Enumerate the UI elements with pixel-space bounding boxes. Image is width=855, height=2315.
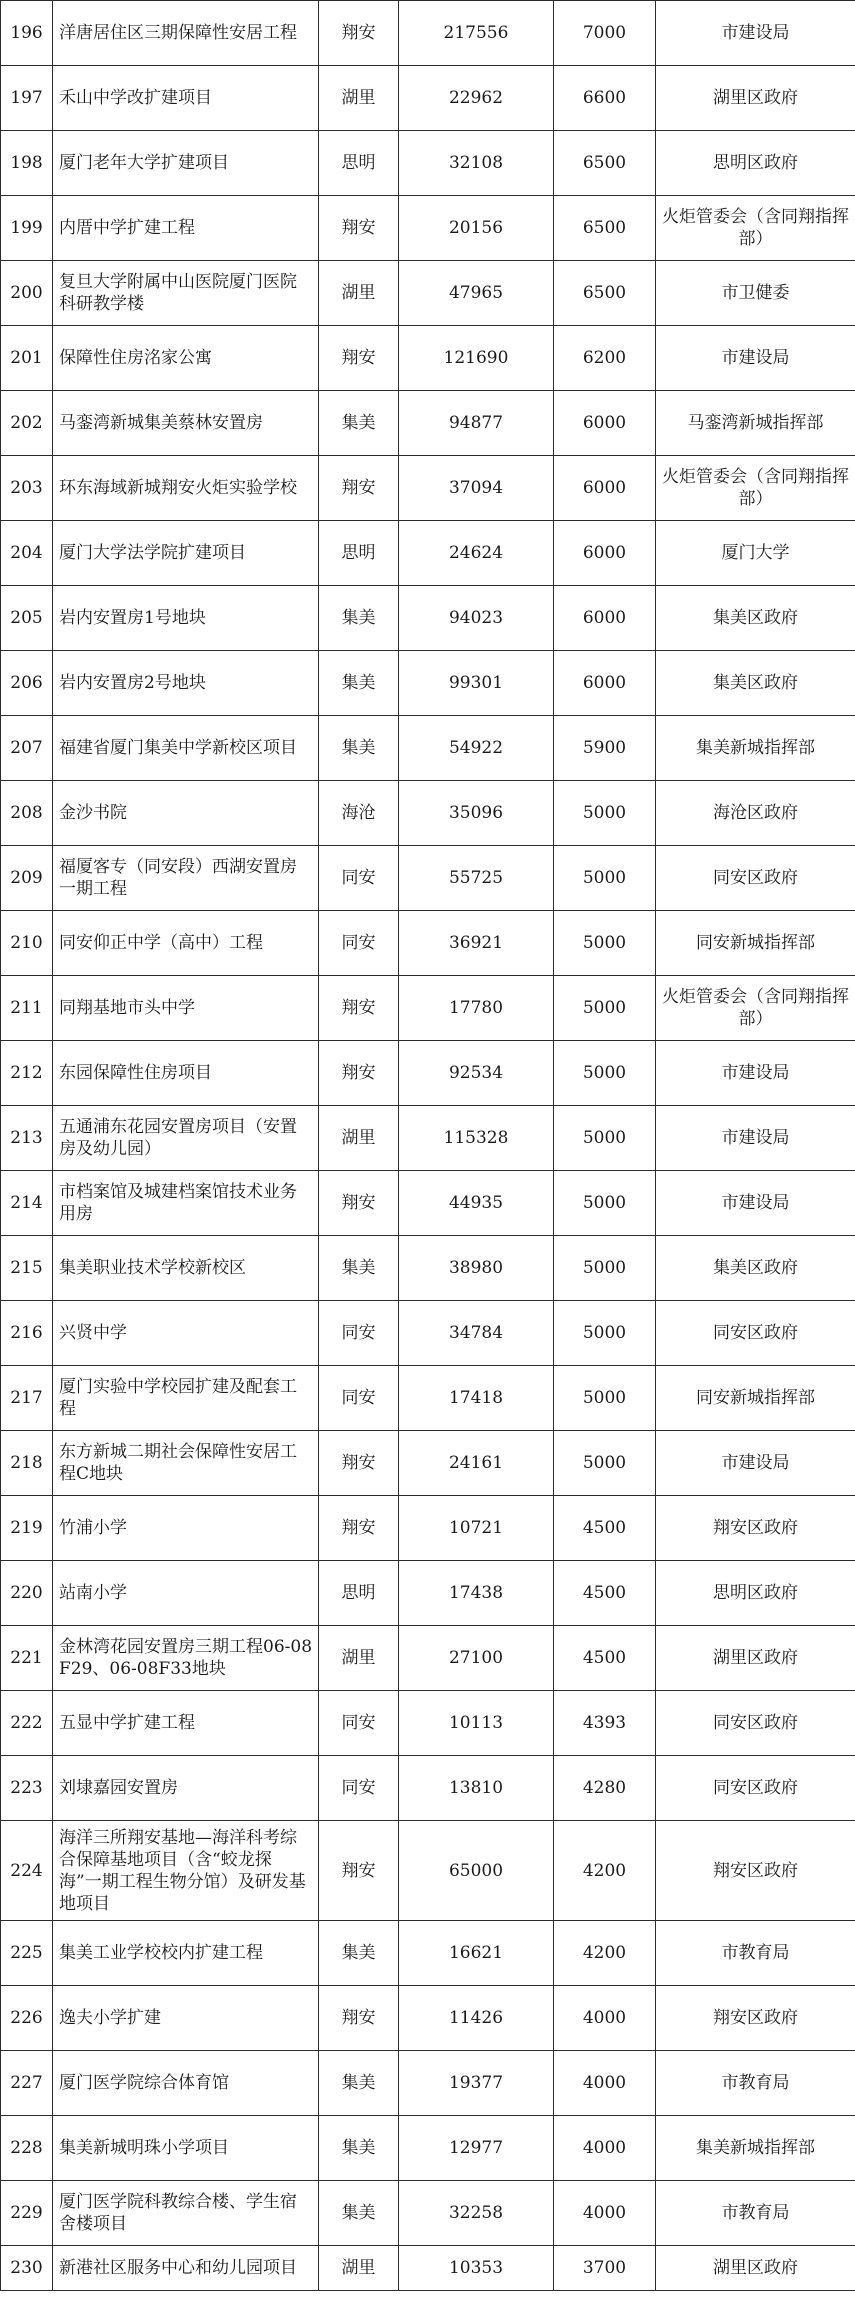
project-name-cell: 集美工业学校校内扩建工程 bbox=[53, 1921, 319, 1986]
building-area-cell: 38980 bbox=[399, 1236, 554, 1301]
district-cell: 思明 bbox=[319, 131, 399, 196]
table-row bbox=[1, 2116, 855, 2181]
project-name-cell: 厦门医学院综合体育馆 bbox=[53, 2051, 319, 2116]
annual-investment-cell: 4000 bbox=[554, 2116, 656, 2181]
district-cell: 湖里 bbox=[319, 1106, 399, 1171]
district-cell: 同安 bbox=[319, 1691, 399, 1756]
building-area-cell: 32108 bbox=[399, 131, 554, 196]
responsible-unit-cell: 翔安区政府 bbox=[656, 1821, 855, 1921]
building-area-cell: 217556 bbox=[399, 1, 554, 66]
table-row bbox=[1, 1171, 855, 1236]
district-cell: 思明 bbox=[319, 521, 399, 586]
row-number-cell: 223 bbox=[1, 1756, 53, 1821]
project-name-cell: 禾山中学改扩建项目 bbox=[53, 66, 319, 131]
annual-investment-cell: 5000 bbox=[554, 1301, 656, 1366]
project-name-cell: 竹浦小学 bbox=[53, 1496, 319, 1561]
row-number-cell: 215 bbox=[1, 1236, 53, 1301]
responsible-unit-cell: 湖里区政府 bbox=[656, 66, 855, 131]
annual-investment-cell: 6500 bbox=[554, 196, 656, 261]
district-cell: 同安 bbox=[319, 846, 399, 911]
table-row bbox=[1, 976, 855, 1041]
building-area-cell: 32258 bbox=[399, 2181, 554, 2246]
row-number-cell: 224 bbox=[1, 1821, 53, 1921]
project-name-cell: 刘埭嘉园安置房 bbox=[53, 1756, 319, 1821]
district-cell: 翔安 bbox=[319, 976, 399, 1041]
responsible-unit-cell: 市建设局 bbox=[656, 1431, 855, 1496]
annual-investment-cell: 4393 bbox=[554, 1691, 656, 1756]
annual-investment-cell: 5000 bbox=[554, 846, 656, 911]
annual-investment-cell: 4000 bbox=[554, 2051, 656, 2116]
annual-investment-cell: 5900 bbox=[554, 716, 656, 781]
table-row bbox=[1, 1106, 855, 1171]
district-cell: 翔安 bbox=[319, 456, 399, 521]
district-cell: 湖里 bbox=[319, 2246, 399, 2291]
responsible-unit-cell: 市教育局 bbox=[656, 1921, 855, 1986]
row-number-cell: 210 bbox=[1, 911, 53, 976]
annual-investment-cell: 4500 bbox=[554, 1561, 656, 1626]
row-number-cell: 216 bbox=[1, 1301, 53, 1366]
responsible-unit-cell: 思明区政府 bbox=[656, 131, 855, 196]
annual-investment-cell: 5000 bbox=[554, 976, 656, 1041]
project-name-cell: 岩内安置房1号地块 bbox=[53, 586, 319, 651]
row-number-cell: 206 bbox=[1, 651, 53, 716]
table-row bbox=[1, 521, 855, 586]
building-area-cell: 55725 bbox=[399, 846, 554, 911]
building-area-cell: 115328 bbox=[399, 1106, 554, 1171]
project-name-cell: 东园保障性住房项目 bbox=[53, 1041, 319, 1106]
table-row bbox=[1, 1821, 855, 1921]
responsible-unit-cell: 火炬管委会（含同翔指挥部） bbox=[656, 456, 855, 521]
project-name-cell: 金林湾花园安置房三期工程06-08F29、06-08F33地块 bbox=[53, 1626, 319, 1691]
building-area-cell: 20156 bbox=[399, 196, 554, 261]
annual-investment-cell: 5000 bbox=[554, 1366, 656, 1431]
annual-investment-cell: 4200 bbox=[554, 1821, 656, 1921]
project-name-cell: 福建省厦门集美中学新校区项目 bbox=[53, 716, 319, 781]
district-cell: 集美 bbox=[319, 716, 399, 781]
table-row bbox=[1, 846, 855, 911]
project-name-cell: 福厦客专（同安段）西湖安置房一期工程 bbox=[53, 846, 319, 911]
district-cell: 翔安 bbox=[319, 1821, 399, 1921]
table-row bbox=[1, 456, 855, 521]
table-body bbox=[1, 1, 855, 2291]
responsible-unit-cell: 市建设局 bbox=[656, 1106, 855, 1171]
project-name-cell: 新港社区服务中心和幼儿园项目 bbox=[53, 2246, 319, 2291]
building-area-cell: 24624 bbox=[399, 521, 554, 586]
building-area-cell: 36921 bbox=[399, 911, 554, 976]
district-cell: 集美 bbox=[319, 2181, 399, 2246]
table-row bbox=[1, 1921, 855, 1986]
annual-investment-cell: 6000 bbox=[554, 391, 656, 456]
responsible-unit-cell: 翔安区政府 bbox=[656, 1986, 855, 2051]
row-number-cell: 230 bbox=[1, 2246, 53, 2291]
responsible-unit-cell: 同安新城指挥部 bbox=[656, 911, 855, 976]
building-area-cell: 17780 bbox=[399, 976, 554, 1041]
row-number-cell: 200 bbox=[1, 261, 53, 326]
project-name-cell: 环东海域新城翔安火炬实验学校 bbox=[53, 456, 319, 521]
building-area-cell: 10353 bbox=[399, 2246, 554, 2291]
responsible-unit-cell: 厦门大学 bbox=[656, 521, 855, 586]
row-number-cell: 226 bbox=[1, 1986, 53, 2051]
table-row bbox=[1, 586, 855, 651]
table-row bbox=[1, 716, 855, 781]
annual-investment-cell: 4200 bbox=[554, 1921, 656, 1986]
district-cell: 翔安 bbox=[319, 196, 399, 261]
project-name-cell: 保障性住房洺家公寓 bbox=[53, 326, 319, 391]
district-cell: 翔安 bbox=[319, 1, 399, 66]
annual-investment-cell: 6500 bbox=[554, 131, 656, 196]
building-area-cell: 10113 bbox=[399, 1691, 554, 1756]
building-area-cell: 34784 bbox=[399, 1301, 554, 1366]
table-row bbox=[1, 2181, 855, 2246]
project-name-cell: 兴贤中学 bbox=[53, 1301, 319, 1366]
project-name-cell: 厦门实验中学校园扩建及配套工程 bbox=[53, 1366, 319, 1431]
table-row bbox=[1, 1041, 855, 1106]
table-row bbox=[1, 1626, 855, 1691]
project-name-cell: 厦门医学院科教综合楼、学生宿舍楼项目 bbox=[53, 2181, 319, 2246]
building-area-cell: 11426 bbox=[399, 1986, 554, 2051]
responsible-unit-cell: 翔安区政府 bbox=[656, 1496, 855, 1561]
responsible-unit-cell: 市教育局 bbox=[656, 2051, 855, 2116]
row-number-cell: 228 bbox=[1, 2116, 53, 2181]
table-row bbox=[1, 1301, 855, 1366]
row-number-cell: 217 bbox=[1, 1366, 53, 1431]
annual-investment-cell: 5000 bbox=[554, 1431, 656, 1496]
row-number-cell: 208 bbox=[1, 781, 53, 846]
table-row bbox=[1, 2051, 855, 2116]
responsible-unit-cell: 海沧区政府 bbox=[656, 781, 855, 846]
responsible-unit-cell: 火炬管委会（含同翔指挥部） bbox=[656, 976, 855, 1041]
annual-investment-cell: 3700 bbox=[554, 2246, 656, 2291]
district-cell: 翔安 bbox=[319, 326, 399, 391]
table-row bbox=[1, 781, 855, 846]
row-number-cell: 196 bbox=[1, 1, 53, 66]
project-name-cell: 站南小学 bbox=[53, 1561, 319, 1626]
district-cell: 海沧 bbox=[319, 781, 399, 846]
building-area-cell: 17438 bbox=[399, 1561, 554, 1626]
row-number-cell: 202 bbox=[1, 391, 53, 456]
project-name-cell: 集美职业技术学校新校区 bbox=[53, 1236, 319, 1301]
district-cell: 同安 bbox=[319, 1756, 399, 1821]
project-name-cell: 复旦大学附属中山医院厦门医院科研教学楼 bbox=[53, 261, 319, 326]
table-row bbox=[1, 196, 855, 261]
building-area-cell: 92534 bbox=[399, 1041, 554, 1106]
responsible-unit-cell: 市建设局 bbox=[656, 1171, 855, 1236]
responsible-unit-cell: 同安区政府 bbox=[656, 1301, 855, 1366]
project-name-cell: 内厝中学扩建工程 bbox=[53, 196, 319, 261]
table-row bbox=[1, 1691, 855, 1756]
annual-investment-cell: 5000 bbox=[554, 1041, 656, 1106]
annual-investment-cell: 6000 bbox=[554, 456, 656, 521]
project-name-cell: 马銮湾新城集美蔡林安置房 bbox=[53, 391, 319, 456]
district-cell: 湖里 bbox=[319, 261, 399, 326]
row-number-cell: 227 bbox=[1, 2051, 53, 2116]
annual-investment-cell: 5000 bbox=[554, 911, 656, 976]
building-area-cell: 27100 bbox=[399, 1626, 554, 1691]
table-row bbox=[1, 1236, 855, 1301]
building-area-cell: 16621 bbox=[399, 1921, 554, 1986]
project-name-cell: 市档案馆及城建档案馆技术业务用房 bbox=[53, 1171, 319, 1236]
project-name-cell: 洋唐居住区三期保障性安居工程 bbox=[53, 1, 319, 66]
district-cell: 翔安 bbox=[319, 1431, 399, 1496]
district-cell: 集美 bbox=[319, 1236, 399, 1301]
row-number-cell: 198 bbox=[1, 131, 53, 196]
row-number-cell: 213 bbox=[1, 1106, 53, 1171]
annual-investment-cell: 6200 bbox=[554, 326, 656, 391]
annual-investment-cell: 4500 bbox=[554, 1496, 656, 1561]
table-row bbox=[1, 326, 855, 391]
building-area-cell: 17418 bbox=[399, 1366, 554, 1431]
annual-investment-cell: 4000 bbox=[554, 2181, 656, 2246]
responsible-unit-cell: 集美区政府 bbox=[656, 586, 855, 651]
district-cell: 集美 bbox=[319, 2051, 399, 2116]
annual-investment-cell: 4280 bbox=[554, 1756, 656, 1821]
row-number-cell: 221 bbox=[1, 1626, 53, 1691]
row-number-cell: 207 bbox=[1, 716, 53, 781]
responsible-unit-cell: 同安新城指挥部 bbox=[656, 1366, 855, 1431]
project-name-cell: 五通浦东花园安置房项目（安置房及幼儿园） bbox=[53, 1106, 319, 1171]
responsible-unit-cell: 湖里区政府 bbox=[656, 1626, 855, 1691]
building-area-cell: 47965 bbox=[399, 261, 554, 326]
project-name-cell: 同安仰正中学（高中）工程 bbox=[53, 911, 319, 976]
district-cell: 同安 bbox=[319, 1301, 399, 1366]
annual-investment-cell: 6500 bbox=[554, 261, 656, 326]
building-area-cell: 94023 bbox=[399, 586, 554, 651]
project-name-cell: 厦门老年大学扩建项目 bbox=[53, 131, 319, 196]
table-row bbox=[1, 1496, 855, 1561]
district-cell: 湖里 bbox=[319, 1626, 399, 1691]
row-number-cell: 205 bbox=[1, 586, 53, 651]
building-area-cell: 24161 bbox=[399, 1431, 554, 1496]
building-area-cell: 44935 bbox=[399, 1171, 554, 1236]
building-area-cell: 99301 bbox=[399, 651, 554, 716]
table-row bbox=[1, 261, 855, 326]
project-name-cell: 东方新城二期社会保障性安居工程C地块 bbox=[53, 1431, 319, 1496]
building-area-cell: 13810 bbox=[399, 1756, 554, 1821]
table-row bbox=[1, 1986, 855, 2051]
building-area-cell: 35096 bbox=[399, 781, 554, 846]
annual-investment-cell: 5000 bbox=[554, 1106, 656, 1171]
table-row bbox=[1, 1, 855, 66]
project-name-cell: 同翔基地市头中学 bbox=[53, 976, 319, 1041]
building-area-cell: 19377 bbox=[399, 2051, 554, 2116]
annual-investment-cell: 5000 bbox=[554, 1236, 656, 1301]
responsible-unit-cell: 集美新城指挥部 bbox=[656, 2116, 855, 2181]
row-number-cell: 219 bbox=[1, 1496, 53, 1561]
row-number-cell: 211 bbox=[1, 976, 53, 1041]
annual-investment-cell: 7000 bbox=[554, 1, 656, 66]
responsible-unit-cell: 思明区政府 bbox=[656, 1561, 855, 1626]
row-number-cell: 201 bbox=[1, 326, 53, 391]
building-area-cell: 65000 bbox=[399, 1821, 554, 1921]
row-number-cell: 214 bbox=[1, 1171, 53, 1236]
annual-investment-cell: 4000 bbox=[554, 1986, 656, 2051]
responsible-unit-cell: 集美区政府 bbox=[656, 1236, 855, 1301]
building-area-cell: 37094 bbox=[399, 456, 554, 521]
project-name-cell: 厦门大学法学院扩建项目 bbox=[53, 521, 319, 586]
project-name-cell: 岩内安置房2号地块 bbox=[53, 651, 319, 716]
row-number-cell: 199 bbox=[1, 196, 53, 261]
building-area-cell: 12977 bbox=[399, 2116, 554, 2181]
table-row bbox=[1, 131, 855, 196]
building-area-cell: 10721 bbox=[399, 1496, 554, 1561]
responsible-unit-cell: 市卫健委 bbox=[656, 261, 855, 326]
district-cell: 集美 bbox=[319, 1921, 399, 1986]
table-row bbox=[1, 1561, 855, 1626]
table-row bbox=[1, 2246, 855, 2291]
responsible-unit-cell: 市建设局 bbox=[656, 326, 855, 391]
responsible-unit-cell: 马銮湾新城指挥部 bbox=[656, 391, 855, 456]
row-number-cell: 220 bbox=[1, 1561, 53, 1626]
row-number-cell: 203 bbox=[1, 456, 53, 521]
row-number-cell: 204 bbox=[1, 521, 53, 586]
annual-investment-cell: 6000 bbox=[554, 651, 656, 716]
building-area-cell: 121690 bbox=[399, 326, 554, 391]
building-area-cell: 94877 bbox=[399, 391, 554, 456]
responsible-unit-cell: 湖里区政府 bbox=[656, 2246, 855, 2291]
annual-investment-cell: 6000 bbox=[554, 521, 656, 586]
district-cell: 湖里 bbox=[319, 66, 399, 131]
row-number-cell: 229 bbox=[1, 2181, 53, 2246]
responsible-unit-cell: 市建设局 bbox=[656, 1041, 855, 1106]
responsible-unit-cell: 火炬管委会（含同翔指挥部） bbox=[656, 196, 855, 261]
annual-investment-cell: 5000 bbox=[554, 781, 656, 846]
row-number-cell: 212 bbox=[1, 1041, 53, 1106]
district-cell: 集美 bbox=[319, 586, 399, 651]
annual-investment-cell: 6600 bbox=[554, 66, 656, 131]
building-area-cell: 54922 bbox=[399, 716, 554, 781]
district-cell: 翔安 bbox=[319, 1041, 399, 1106]
district-cell: 同安 bbox=[319, 911, 399, 976]
row-number-cell: 197 bbox=[1, 66, 53, 131]
table-row bbox=[1, 1366, 855, 1431]
district-cell: 集美 bbox=[319, 391, 399, 456]
responsible-unit-cell: 同安区政府 bbox=[656, 1756, 855, 1821]
district-cell: 集美 bbox=[319, 2116, 399, 2181]
table-row bbox=[1, 651, 855, 716]
project-name-cell: 五显中学扩建工程 bbox=[53, 1691, 319, 1756]
project-name-cell: 金沙书院 bbox=[53, 781, 319, 846]
row-number-cell: 225 bbox=[1, 1921, 53, 1986]
table-row bbox=[1, 391, 855, 456]
district-cell: 翔安 bbox=[319, 1986, 399, 2051]
annual-investment-cell: 5000 bbox=[554, 1171, 656, 1236]
responsible-unit-cell: 同安区政府 bbox=[656, 846, 855, 911]
responsible-unit-cell: 同安区政府 bbox=[656, 1691, 855, 1756]
responsible-unit-cell: 市建设局 bbox=[656, 1, 855, 66]
annual-investment-cell: 6000 bbox=[554, 586, 656, 651]
district-cell: 翔安 bbox=[319, 1171, 399, 1236]
row-number-cell: 218 bbox=[1, 1431, 53, 1496]
district-cell: 思明 bbox=[319, 1561, 399, 1626]
row-number-cell: 209 bbox=[1, 846, 53, 911]
building-area-cell: 22962 bbox=[399, 66, 554, 131]
table-row bbox=[1, 911, 855, 976]
table-row bbox=[1, 66, 855, 131]
responsible-unit-cell: 集美区政府 bbox=[656, 651, 855, 716]
project-name-cell: 逸夫小学扩建 bbox=[53, 1986, 319, 2051]
table-row bbox=[1, 1431, 855, 1496]
project-name-cell: 集美新城明珠小学项目 bbox=[53, 2116, 319, 2181]
project-name-cell: 海洋三所翔安基地—海洋科考综合保障基地项目（含“蛟龙探海”一期工程生物分馆）及研发基地项目 bbox=[53, 1821, 319, 1921]
district-cell: 集美 bbox=[319, 651, 399, 716]
annual-investment-cell: 4500 bbox=[554, 1626, 656, 1691]
responsible-unit-cell: 市教育局 bbox=[656, 2181, 855, 2246]
responsible-unit-cell: 集美新城指挥部 bbox=[656, 716, 855, 781]
table-row bbox=[1, 1756, 855, 1821]
row-number-cell: 222 bbox=[1, 1691, 53, 1756]
district-cell: 同安 bbox=[319, 1366, 399, 1431]
district-cell: 翔安 bbox=[319, 1496, 399, 1561]
